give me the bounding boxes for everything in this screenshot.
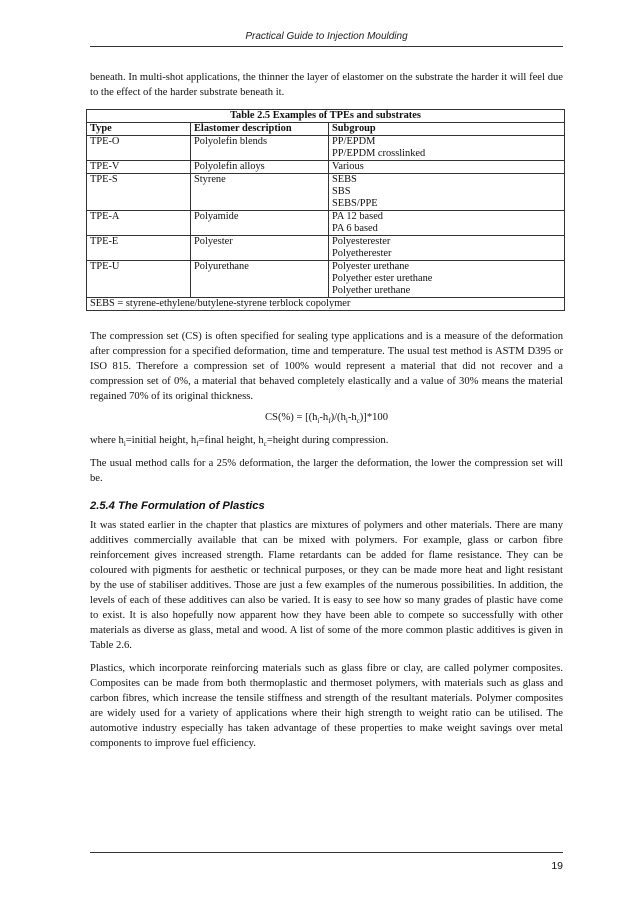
column-header-subgroup: Subgroup	[329, 123, 565, 136]
page-body	[90, 70, 563, 759]
column-header-type: Type	[87, 123, 191, 136]
cell-subgroup	[329, 174, 565, 211]
definition-subscript: c	[263, 440, 267, 449]
definition-text: where h	[90, 435, 124, 446]
tpe-table	[86, 109, 565, 311]
formula-part: -h	[319, 412, 329, 423]
definition-subscript: f	[196, 440, 199, 449]
table-footnote: SEBS = styrene-ethylene/butylene-styrene terblock copolymer	[87, 298, 565, 311]
cell-description: Polyolefin blends	[191, 136, 329, 161]
table-row	[87, 261, 565, 298]
cell-subgroup	[329, 136, 565, 161]
compression-set-paragraph: The compression set (CS) is often specified for sealing type applications and is a measure of the deformation after compression for a specified deformation, time and temperature. The usual test method is ASTM D395 or ISO 815. Therefore a compression set of 100% would represent a material that did not recover and a compression set of 0%, a material that behaved completely elastically and a value of 30% means the material regained 70% of its original thickness.	[90, 331, 563, 402]
cell-type: TPE-V	[87, 161, 191, 174]
table-caption: Table 2.5 Examples of TPEs and substrates	[87, 110, 565, 123]
compression-set-formula	[90, 412, 563, 426]
subgroup-item: Polyesterester	[332, 236, 391, 247]
formula-part: CS(%) = [(h	[264, 412, 318, 423]
table-row	[87, 174, 565, 211]
cell-description: Polyamide	[191, 211, 329, 236]
cell-type: TPE-O	[87, 136, 191, 161]
formula-subscript: i	[345, 417, 348, 426]
column-header-description: Elastomer description	[191, 123, 329, 136]
cell-subgroup	[329, 161, 565, 174]
cell-subgroup	[329, 236, 565, 261]
subgroup-item: Polyether urethane	[332, 285, 411, 296]
table-row	[87, 161, 565, 174]
formula-subscript: i	[317, 417, 320, 426]
formula-part: )]*100	[359, 412, 389, 423]
subgroup-item: Various	[332, 161, 364, 172]
table-caption-row	[87, 110, 565, 123]
deformation-paragraph: The usual method calls for a 25% deformation, the larger the deformation, the lower the compression set will be.	[90, 458, 563, 484]
cell-type: TPE-A	[87, 211, 191, 236]
table-footnote-row	[87, 298, 565, 311]
subgroup-item: PP/EPDM	[332, 136, 376, 147]
table-header-row	[87, 123, 565, 136]
subgroup-item: SEBS/PPE	[332, 198, 378, 209]
subgroup-item: Polyether ester urethane	[332, 273, 433, 284]
section-heading: 2.5.4 The Formulation of Plastics	[90, 500, 265, 512]
formula-part: -h	[347, 412, 357, 423]
definition-subscript: i	[123, 440, 126, 449]
cell-description: Polyolefin alloys	[191, 161, 329, 174]
tpe-table-container	[90, 109, 563, 311]
definition-text: =final height, h	[198, 435, 264, 446]
cell-type: TPE-S	[87, 174, 191, 211]
cell-type: TPE-E	[87, 236, 191, 261]
formula-definitions	[90, 433, 563, 448]
cell-subgroup	[329, 211, 565, 236]
subgroup-item: PP/EPDM crosslinked	[332, 148, 426, 159]
cell-type: TPE-U	[87, 261, 191, 298]
subgroup-item: SBS	[332, 186, 351, 197]
definition-text: =height during compression.	[266, 435, 389, 446]
cell-subgroup	[329, 261, 565, 298]
cell-description: Polyurethane	[191, 261, 329, 298]
table-row	[87, 211, 565, 236]
subgroup-item: PA 6 based	[332, 223, 378, 234]
subgroup-item: PA 12 based	[332, 211, 383, 222]
header-rule	[90, 46, 563, 47]
subgroup-item: Polyester urethane	[332, 261, 410, 272]
formula-part: )/(h	[330, 412, 346, 423]
definition-text: =initial height, h	[125, 435, 197, 446]
formulation-paragraph-1: It was stated earlier in the chapter that plastics are mixtures of polymers and other materials. There are many additives commercially available that can be mixed with polymers. For example, glass or carbon fibre reinforcement gives increased strength. Flame retardants can be added for flame resistance. They can be coloured with pigments for aesthetic or technical purposes, or they can be made more heat and light resistant by the use of stabiliser additives. Those are just a few examples of the numerous possibilities. In addition, the levels of each of these additives can also be varied. It is easy to see how so many grades of plastic have come to exist. It is also hopefully now apparent how they have been able to compete so successfully with other materials as diverse as glass, metal and wood. A list of some of the more common plastic additives is given in Table 2.6.	[90, 520, 563, 651]
table-row	[87, 236, 565, 261]
page-number: 19	[551, 860, 563, 872]
running-header: Practical Guide to Injection Moulding	[245, 31, 408, 42]
footer-rule	[90, 852, 563, 853]
subgroup-item: Polyetherester	[332, 248, 392, 259]
cell-description: Polyester	[191, 236, 329, 261]
table-row	[87, 136, 565, 161]
formula-subscript: c	[356, 417, 360, 426]
cell-description: Styrene	[191, 174, 329, 211]
subgroup-item: SEBS	[332, 174, 357, 185]
formulation-paragraph-2: Plastics, which incorporate reinforcing materials such as glass fibre or clay, are called polymer composites. Composites can be made from both thermoplastic and thermoset polymers, with materials such as glass and carbon fibres, which increase the tensile stiffness and strength of the resultant materials. Polymer composites are widely used for a variety of applications where their high strength to weight ratio can be utilised. The automotive industry especially has taken advantage of these properties to make weight savings over metal components to improve fuel efficiency.	[90, 663, 563, 749]
intro-paragraph: beneath. In multi-shot applications, the thinner the layer of elastomer on the substrate the harder it will feel due to the effect of the harder substrate beneath it.	[90, 72, 563, 98]
formula-subscript: f	[328, 417, 331, 426]
